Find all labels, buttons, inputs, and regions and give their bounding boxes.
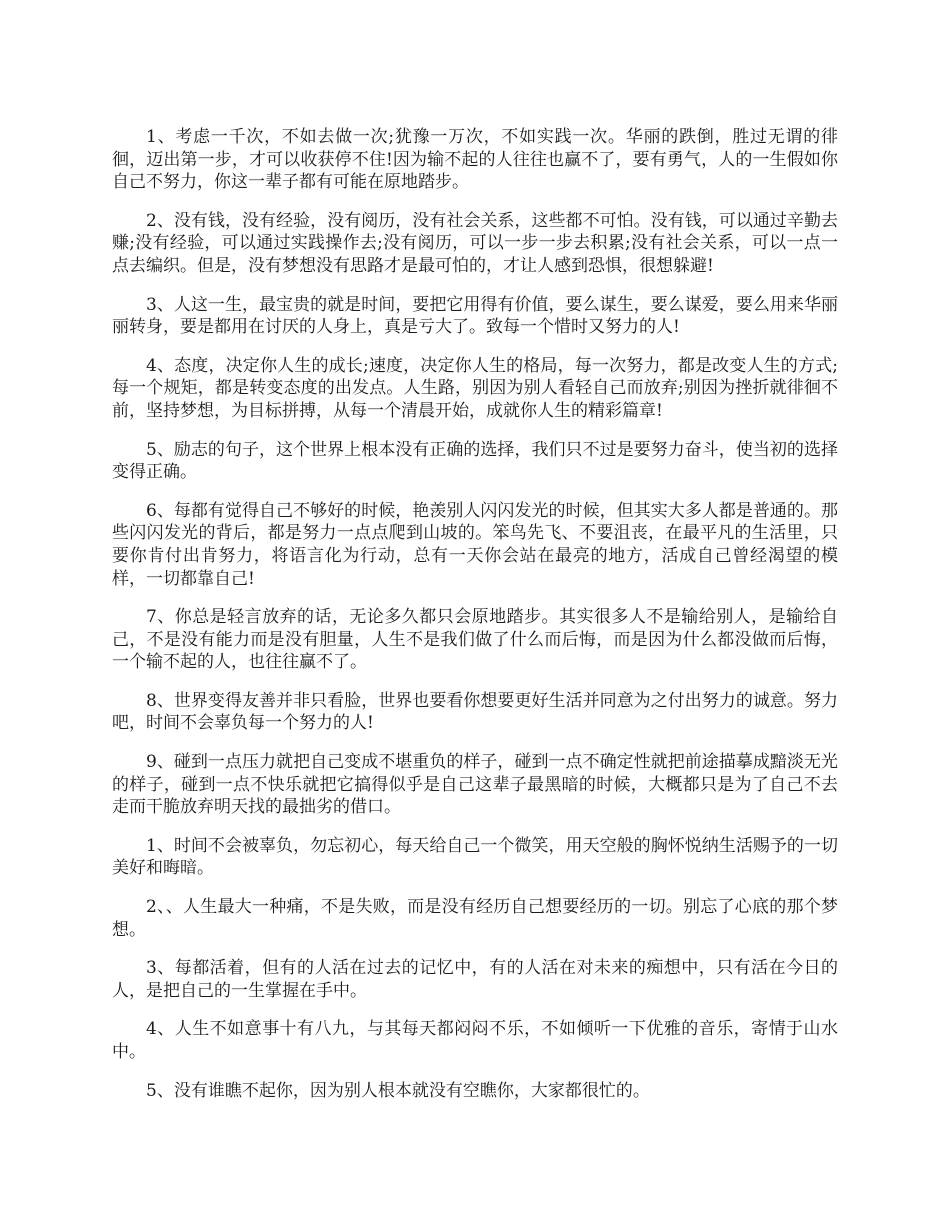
paragraph-13: 4、人生不如意事十有八九，与其每天都闷闷不乐，不如倾听一下优雅的音乐，寄情于山水中。	[112, 1019, 838, 1062]
paragraph-9: 9、碰到一点压力就把自己变成不堪重负的样子，碰到一点不确定性就把前途描摹成黯淡无光的样子，碰到一点不快乐就把它搞得似乎是自己这辈子最黑暗的时候，大概都只是为了自己不去走而干脆放弃明天找的最拙劣的借口。	[112, 752, 838, 818]
document-body	[112, 126, 838, 1118]
paragraph-12: 3、每都活着，但有的人活在过去的记忆中，有的人活在对未来的痴想中，只有活在今日的人，是把自己的一生掌握在手中。	[112, 958, 838, 1001]
paragraph-2: 2、没有钱，没有经验，没有阅历，没有社会关系，这些都不可怕。没有钱，可以通过辛勤去赚;没有经验，可以通过实践操作去;没有阅历，可以一步一步去积累;没有社会关系，可以一点一点去编织。但是，没有梦想没有思路才是最可怕的，才让人感到恐惧，很想躲避!	[112, 210, 838, 276]
paragraph-3: 3、人这一生，最宝贵的就是时间，要把它用得有价值，要么谋生，要么谋爱，要么用来华丽丽转身，要是都用在讨厌的人身上，真是亏大了。致每一个惜时又努力的人!	[112, 294, 838, 338]
paragraph-7: 7、你总是轻言放弃的话，无论多久都只会原地踏步。其实很多人不是输给别人，是输给自己，不是没有能力而是没有胆量，人生不是我们做了什么而后悔，而是因为什么都没做而后悔，一个输不起的人，也往往赢不了。	[112, 607, 838, 673]
paragraph-11: 2、、人生最大一种痛，不是失败，而是没有经历自己想要经历的一切。别忘了心底的那个梦想。	[112, 897, 838, 940]
paragraph-1: 1、考虑一千次，不如去做一次;犹豫一万次，不如实践一次。华丽的跌倒，胜过无谓的徘徊，迈出第一步，才可以收获停不住!因为输不起的人往往也赢不了，要有勇气，人的一生假如你自己不努力，你这一辈子都有可能在原地踏步。	[112, 127, 838, 193]
paragraph-5: 5、励志的句子，这个世界上根本没有正确的选择，我们只不过是要努力奋斗，使当初的选择变得正确。	[112, 439, 838, 483]
paragraph-6: 6、每都有觉得自己不够好的时候，艳羡别人闪闪发光的时候，但其实大多人都是普通的。那些闪闪发光的背后，都是努力一点点爬到山坡的。笨鸟先飞、不要沮丧，在最平凡的生活里，只要你肯付出肯努力，将语言化为行动，总有一天你会站在最亮的地方，活成自己曾经渴望的模样，一切都靠自己!	[112, 500, 838, 589]
paragraph-14: 5、没有谁瞧不起你，因为别人根本就没有空瞧你，大家都很忙的。	[146, 1080, 650, 1101]
paragraph-8: 8、世界变得友善并非只看脸，世界也要看你想要更好生活并同意为之付出努力的诚意。努力吧，时间不会辜负每一个努力的人!	[112, 690, 838, 734]
paragraph-10: 1、时间不会被辜负，勿忘初心，每天给自己一个微笑，用天空般的胸怀悦纳生活赐予的一切美好和晦暗。	[112, 835, 838, 879]
paragraph-4: 4、态度，决定你人生的成长;速度，决定你人生的格局，每一次努力，都是改变人生的方式;每一个规矩，都是转变态度的出发点。人生路，别因为别人看轻自己而放弃;别因为挫折就徘徊不前，坚持梦想，为目标拼搏，从每一个清晨开始，成就你人生的精彩篇章!	[112, 355, 838, 421]
